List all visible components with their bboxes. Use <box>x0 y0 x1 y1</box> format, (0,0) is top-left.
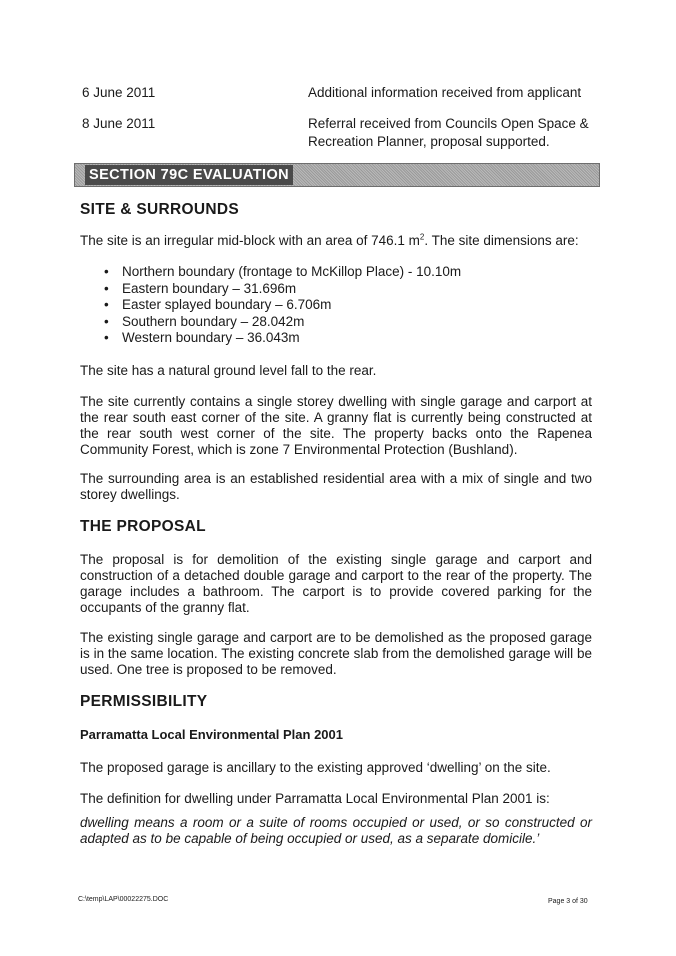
site-intro: The site is an irregular mid-block with an area of 746.1 $m^2$. The site dimensions are: <box>80 232 579 248</box>
footer-page-number: Page 3 of 30 <box>548 898 588 905</box>
list-item: • Northern boundary (frontage to McKillop Place) - 10.10m <box>104 264 461 281</box>
timeline-date: 6 June 2011 <box>82 85 156 100</box>
site-dimensions-list <box>104 264 461 347</box>
dwelling-definition-quote: dwelling means a room or a suite of rooms occupied or used, or so constructed or adapted as to be capable of being occupied or used, as a separate domicile.’ <box>80 815 592 846</box>
site-paragraph-2: The site currently contains a single storey dwelling with single garage and carport at the rear south east corner of the site. A granny flat is currently being constructed at the rear south west corner of the site. The property backs onto the Rapenea Community Forest, which is zone 7 Environmental Protection (Bushland). <box>80 394 592 457</box>
section-title: SECTION 79C EVALUATION <box>85 165 293 185</box>
site-paragraph-3: The surrounding area is an established residential area with a mix of single and two storey dwellings. <box>80 471 592 502</box>
timeline-date: 8 June 2011 <box>82 116 156 131</box>
permissibility-paragraph-1: The proposed garage is ancillary to the existing approved ‘dwelling’ on the site. <box>80 760 551 775</box>
permissibility-heading: PERMISSIBILITY <box>80 693 208 710</box>
proposal-heading: THE PROPOSAL <box>80 518 206 535</box>
list-item: • Western boundary – 36.043m <box>104 330 461 347</box>
list-item: • Southern boundary – 28.042m <box>104 314 461 331</box>
timeline-description: Additional information received from applicant <box>308 85 582 100</box>
proposal-paragraph-2: The existing single garage and carport are to be demolished as the proposed garage is in the same location. The existing concrete slab from the demolished garage will be used. One tree is proposed to be removed. <box>80 630 592 677</box>
section-banner <box>74 163 600 187</box>
permissibility-paragraph-2: The definition for dwelling under Parramatta Local Environmental Plan 2001 is: <box>80 791 550 806</box>
site-paragraph-1: The site has a natural ground level fall to the rear. <box>80 363 377 378</box>
list-item: • Eastern boundary – 31.696m <box>104 281 461 298</box>
list-item: • Easter splayed boundary – 6.706m <box>104 297 461 314</box>
proposal-paragraph-1: The proposal is for demolition of the existing single garage and carport and construction of a detached double garage and carport to the rear of the property. The garage includes a bathroom. The carport is to provide covered parking for the occupants of the granny flat. <box>80 552 592 615</box>
lep-subheading: Parramatta Local Environmental Plan 2001 <box>80 727 343 742</box>
timeline-description: Referral received from Councils Open Space & Recreation Planner, proposal supported. <box>308 116 589 149</box>
site-heading: SITE & SURROUNDS <box>80 201 239 218</box>
footer-file-path: C:\temp\LAP\00022275.DOC <box>78 896 169 903</box>
